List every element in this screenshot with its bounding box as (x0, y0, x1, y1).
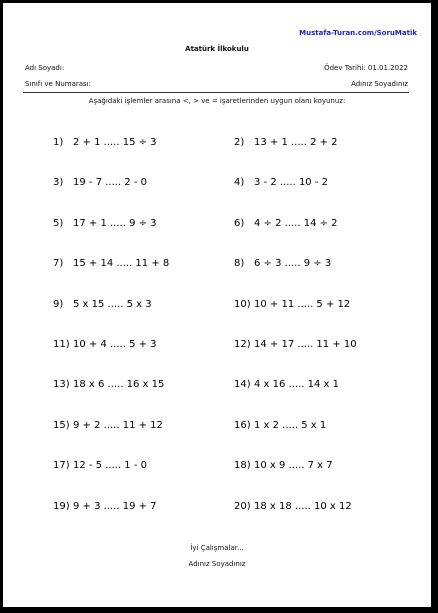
question-number: 18) (234, 460, 251, 472)
question-expression: 10 + 11 ..... 5 + 12 (254, 298, 351, 310)
question-number: 7) (53, 258, 64, 270)
question-item (234, 299, 350, 310)
question-item (53, 420, 163, 431)
question-expression: 9 + 2 ..... 11 + 12 (73, 419, 163, 431)
question-expression: 17 + 1 ..... 9 ÷ 3 (73, 217, 157, 229)
question-item (53, 137, 157, 148)
school-name: Atatürk İlkokulu (185, 45, 249, 53)
name-label: Adı Soyadı: (25, 64, 65, 72)
question-number: 10) (234, 298, 251, 310)
question-expression: 15 + 14 ..... 11 + 8 (73, 258, 170, 270)
question-expression: 13 + 1 ..... 2 + 2 (254, 137, 338, 148)
question-expression: 2 + 1 ..... 15 ÷ 3 (73, 137, 157, 148)
question-expression: 10 + 4 ..... 5 + 3 (73, 339, 157, 350)
question-number: 5) (53, 217, 64, 229)
question-number: 20) (234, 500, 251, 512)
question-expression: 10 x 9 ..... 7 x 7 (254, 460, 333, 472)
instructions: Aşağıdaki işlemler arasına <, > ve = işaretlerinden uygun olanı koyunuz: (88, 97, 346, 105)
question-item (53, 218, 157, 229)
header-divider (23, 92, 409, 93)
question-item (234, 379, 339, 390)
site-url: Mustafa-Turan.com/SoruMatik (299, 29, 417, 37)
question-number: 11) (53, 339, 70, 350)
question-item (53, 501, 157, 512)
question-number: 1) (53, 137, 64, 148)
question-number: 16) (234, 419, 251, 431)
question-item (53, 299, 152, 310)
question-item (53, 379, 164, 390)
question-item (234, 460, 333, 471)
footer-teacher: Adınız Soyadınız (188, 560, 246, 568)
question-item (53, 339, 157, 350)
question-expression: 19 - 7 ..... 2 - 0 (73, 177, 147, 189)
question-number: 19) (53, 500, 70, 512)
question-item (53, 258, 169, 269)
question-item (234, 137, 338, 148)
question-expression: 4 ÷ 2 ..... 14 ÷ 2 (254, 217, 338, 229)
question-number: 2) (234, 137, 245, 148)
question-number: 17) (53, 460, 70, 472)
class-label: Sınıfı ve Numarası: (25, 80, 91, 88)
question-expression: 9 + 3 ..... 19 + 7 (73, 500, 157, 512)
question-expression: 12 - 5 ..... 1 - 0 (73, 460, 147, 472)
question-expression: 6 ÷ 3 ..... 9 ÷ 3 (254, 258, 332, 270)
question-number: 3) (53, 177, 64, 189)
question-expression: 14 + 17 ..... 11 + 10 (254, 339, 357, 350)
due-date: Ödev Tarihi: 01.01.2022 (324, 64, 408, 72)
question-number: 13) (53, 379, 70, 391)
question-item (234, 258, 331, 269)
question-number: 8) (234, 258, 245, 270)
question-expression: 5 x 15 ..... 5 x 3 (73, 298, 152, 310)
question-number: 14) (234, 379, 251, 391)
question-item (234, 218, 338, 229)
question-item (53, 177, 147, 188)
worksheet-page (3, 3, 431, 607)
question-item (234, 501, 352, 512)
question-expression: 1 x 2 ..... 5 x 1 (254, 419, 327, 431)
question-item (234, 339, 357, 350)
question-number: 4) (234, 177, 245, 189)
question-number: 15) (53, 419, 70, 431)
question-expression: 4 x 16 ..... 14 x 1 (254, 379, 339, 391)
question-item (53, 460, 147, 471)
question-number: 12) (234, 339, 251, 350)
question-item (234, 420, 326, 431)
question-number: 9) (53, 298, 64, 310)
question-number: 6) (234, 217, 245, 229)
closing-text: İyi Çalışmalar... (190, 544, 244, 552)
question-expression: 3 - 2 ..... 10 - 2 (254, 177, 328, 189)
question-expression: 18 x 18 ..... 10 x 12 (254, 500, 352, 512)
teacher-name: Adınız Soyadınız (351, 80, 408, 88)
question-expression: 18 x 6 ..... 16 x 15 (73, 379, 165, 391)
question-item (234, 177, 328, 188)
